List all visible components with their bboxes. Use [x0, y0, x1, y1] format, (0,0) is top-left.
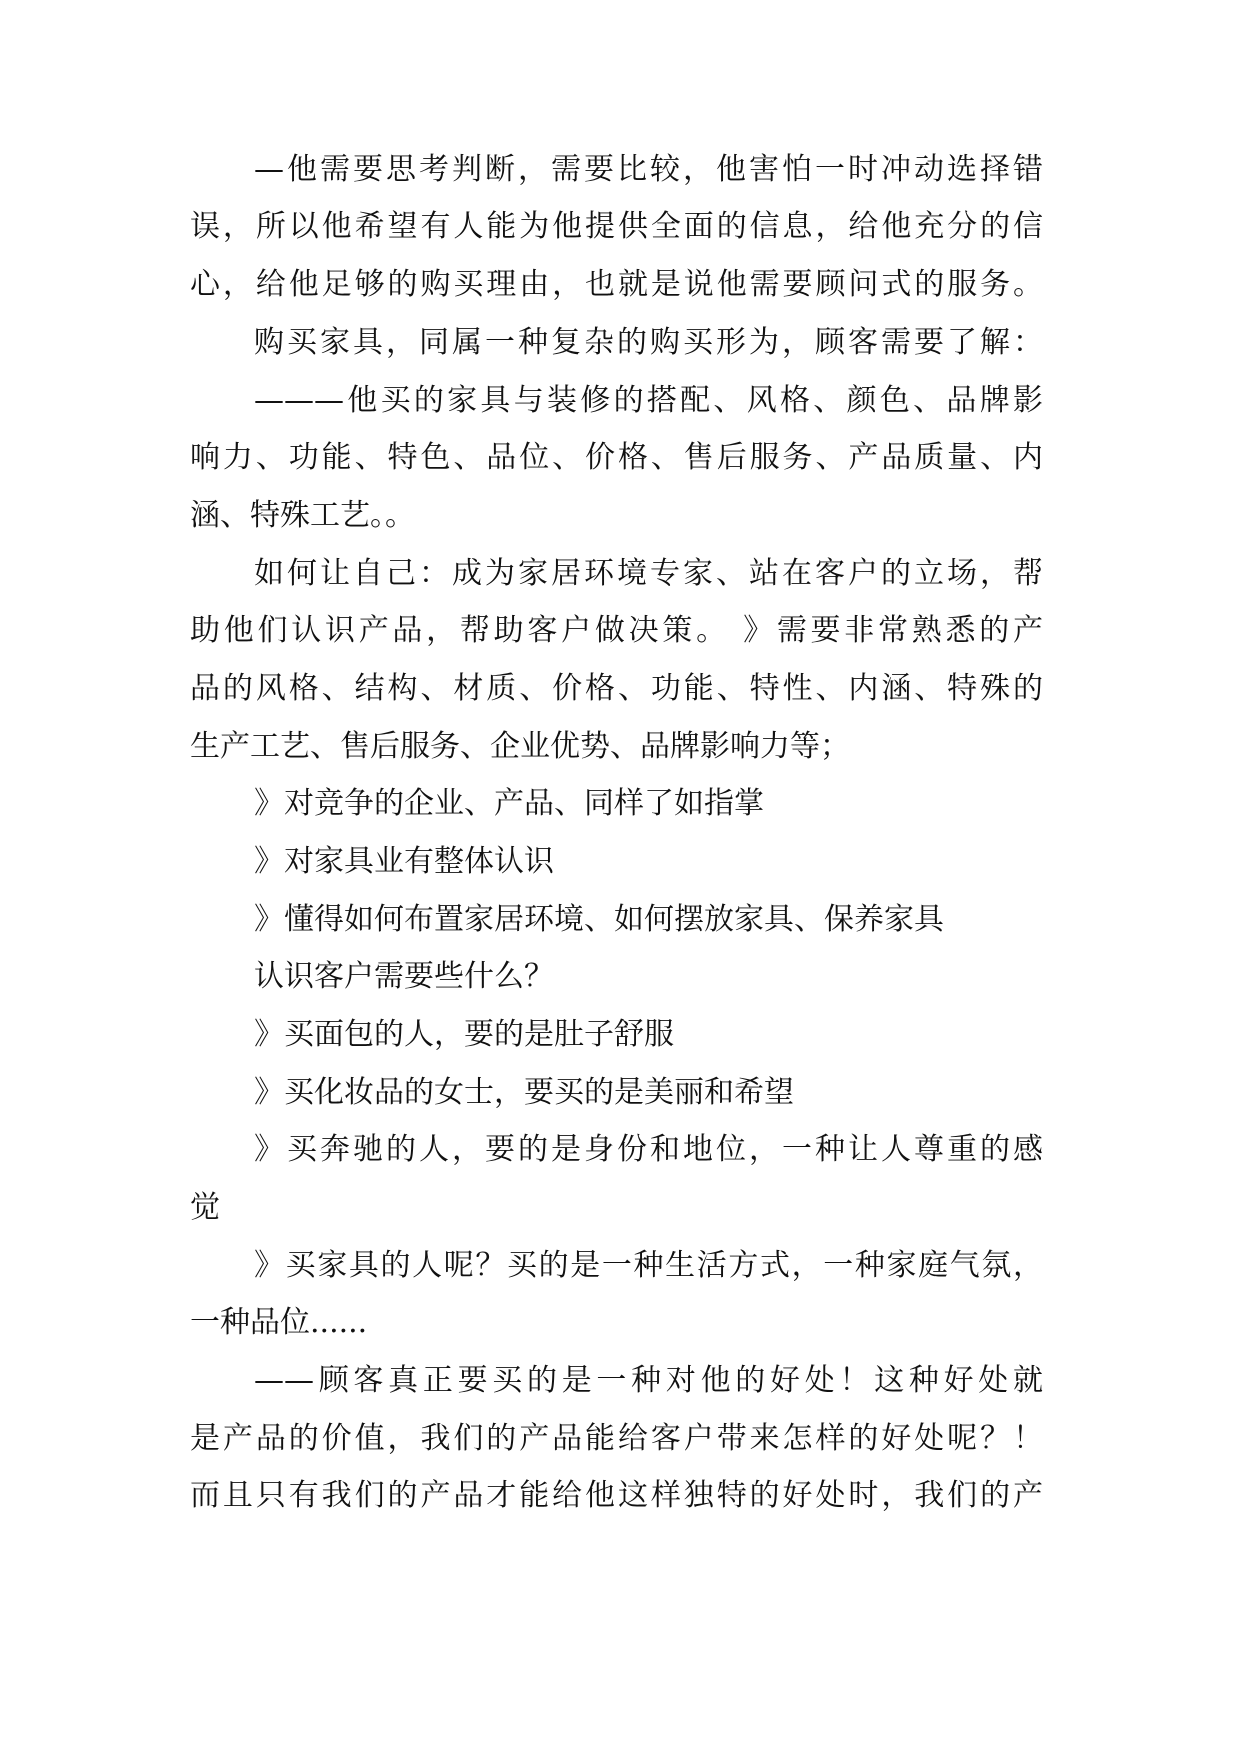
text-line: 响力、功能、特色、品位、价格、售后服务、产品质量、内 [190, 440, 1043, 475]
text-line: 》买面包的人，要的是肚子舒服 [254, 1017, 674, 1052]
text-line: 涵、特殊工艺。。 [190, 498, 415, 533]
text-line: —他需要思考判断，需要比较，他害怕一时冲动选择错 [254, 152, 1043, 187]
text-line: 认识客户需要些什么？ [254, 959, 554, 994]
text-line: 》买家具的人呢？买的是一种生活方式，一种家庭气氛， [254, 1248, 1043, 1283]
text-line: 》对家具业有整体认识 [254, 844, 554, 879]
text-line: 而且只有我们的产品才能给他这样独特的好处时，我们的产 [190, 1478, 1043, 1513]
text-line: 》买化妆品的女士，要买的是美丽和希望 [254, 1075, 794, 1110]
text-line: 品的风格、结构、材质、价格、功能、特性、内涵、特殊的 [190, 671, 1043, 706]
text-line: 》对竞争的企业、产品、同样了如指掌 [254, 786, 764, 821]
text-line: 是产品的价值，我们的产品能给客户带来怎样的好处呢？！ [190, 1421, 1043, 1456]
text-line: ———他买的家具与装修的搭配、风格、颜色、品牌影 [254, 383, 1043, 418]
text-line: ——顾客真正要买的是一种对他的好处！这种好处就 [254, 1363, 1043, 1398]
text-line: 觉 [190, 1190, 220, 1225]
text-line: 一种品位...... [190, 1305, 368, 1340]
text-line: 购买家具，同属一种复杂的购买形为，顾客需要了解： [254, 325, 1043, 360]
text-line: 》买奔驰的人，要的是身份和地位，一种让人尊重的感 [254, 1132, 1043, 1167]
text-line: 生产工艺、售后服务、企业优势、品牌影响力等； [190, 729, 850, 764]
text-line: 心，给他足够的购买理由，也就是说他需要顾问式的服务。 [190, 267, 1043, 302]
text-line: 误，所以他希望有人能为他提供全面的信息，给他充分的信 [190, 209, 1043, 244]
text-line: 如何让自己：成为家居环境专家、站在客户的立场，帮 [254, 556, 1043, 591]
text-line: 》懂得如何布置家居环境、如何摆放家具、保养家具 [254, 902, 944, 937]
text-line: 助他们认识产品，帮助客户做决策。 》需要非常熟悉的产 [190, 613, 1043, 648]
